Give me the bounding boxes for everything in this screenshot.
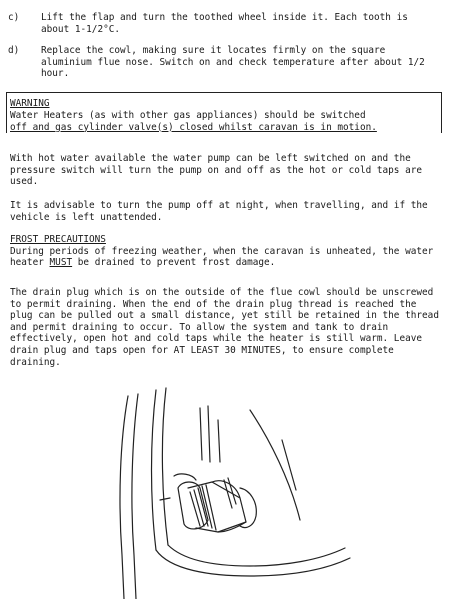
frost-must: MUST xyxy=(49,257,73,269)
warning-text xyxy=(10,110,440,133)
frost-paragraph xyxy=(10,246,444,269)
step-c-marker: c) xyxy=(8,12,20,23)
warning-title: WARNING xyxy=(10,98,50,109)
frost-text-before: During periods of freezing weather, when the caravan is unheated, the water heater xyxy=(10,245,434,269)
frost-section xyxy=(10,234,444,269)
drain-paragraph: The drain plug which is on the outside of the flue cowl should be unscrewed to permit draining. When the end of the drain plug thread is reached the plug can be pulled out a small distance, yet still be retained in the thread and permit draining to occur. To allow the system and tank to drain effectively, open hot and cold taps while the heater is still warm. Leave drain plug and taps open for AT LEAST 30 MINUTES, to ensure complete draining. xyxy=(10,287,439,368)
warning-line-1: Water Heaters (as with other gas appliances) should be switched xyxy=(10,110,366,121)
pump-off-paragraph: It is advisable to turn the pump off at night, when travelling, and if the vehicle is left unattended. xyxy=(10,200,428,223)
step-d-marker: d) xyxy=(8,45,20,56)
frost-text-after: be drained to prevent frost damage. xyxy=(77,257,276,269)
frost-heading: FROST PRECAUTIONS xyxy=(10,234,106,245)
step-d xyxy=(8,45,444,80)
drain-plug-illustration xyxy=(100,380,360,599)
step-c xyxy=(8,12,444,35)
warning-box xyxy=(6,92,442,133)
warning-line-2: off and gas cylinder valve(s) closed whilst caravan is in motion. xyxy=(10,121,377,133)
step-c-text: Lift the flap and turn the toothed wheel inside it. Each tooth is about 1-1/2°C. xyxy=(41,12,408,35)
step-d-text: Replace the cowl, making sure it locates firmly on the square aluminium flue nose. Switch on and check temperature after about 1/2 hour. xyxy=(41,45,425,80)
hot-water-paragraph: With hot water available the water pump can be left switched on and the pressure switch will turn the pump on and off as the hot or cold taps are used. xyxy=(10,153,423,188)
